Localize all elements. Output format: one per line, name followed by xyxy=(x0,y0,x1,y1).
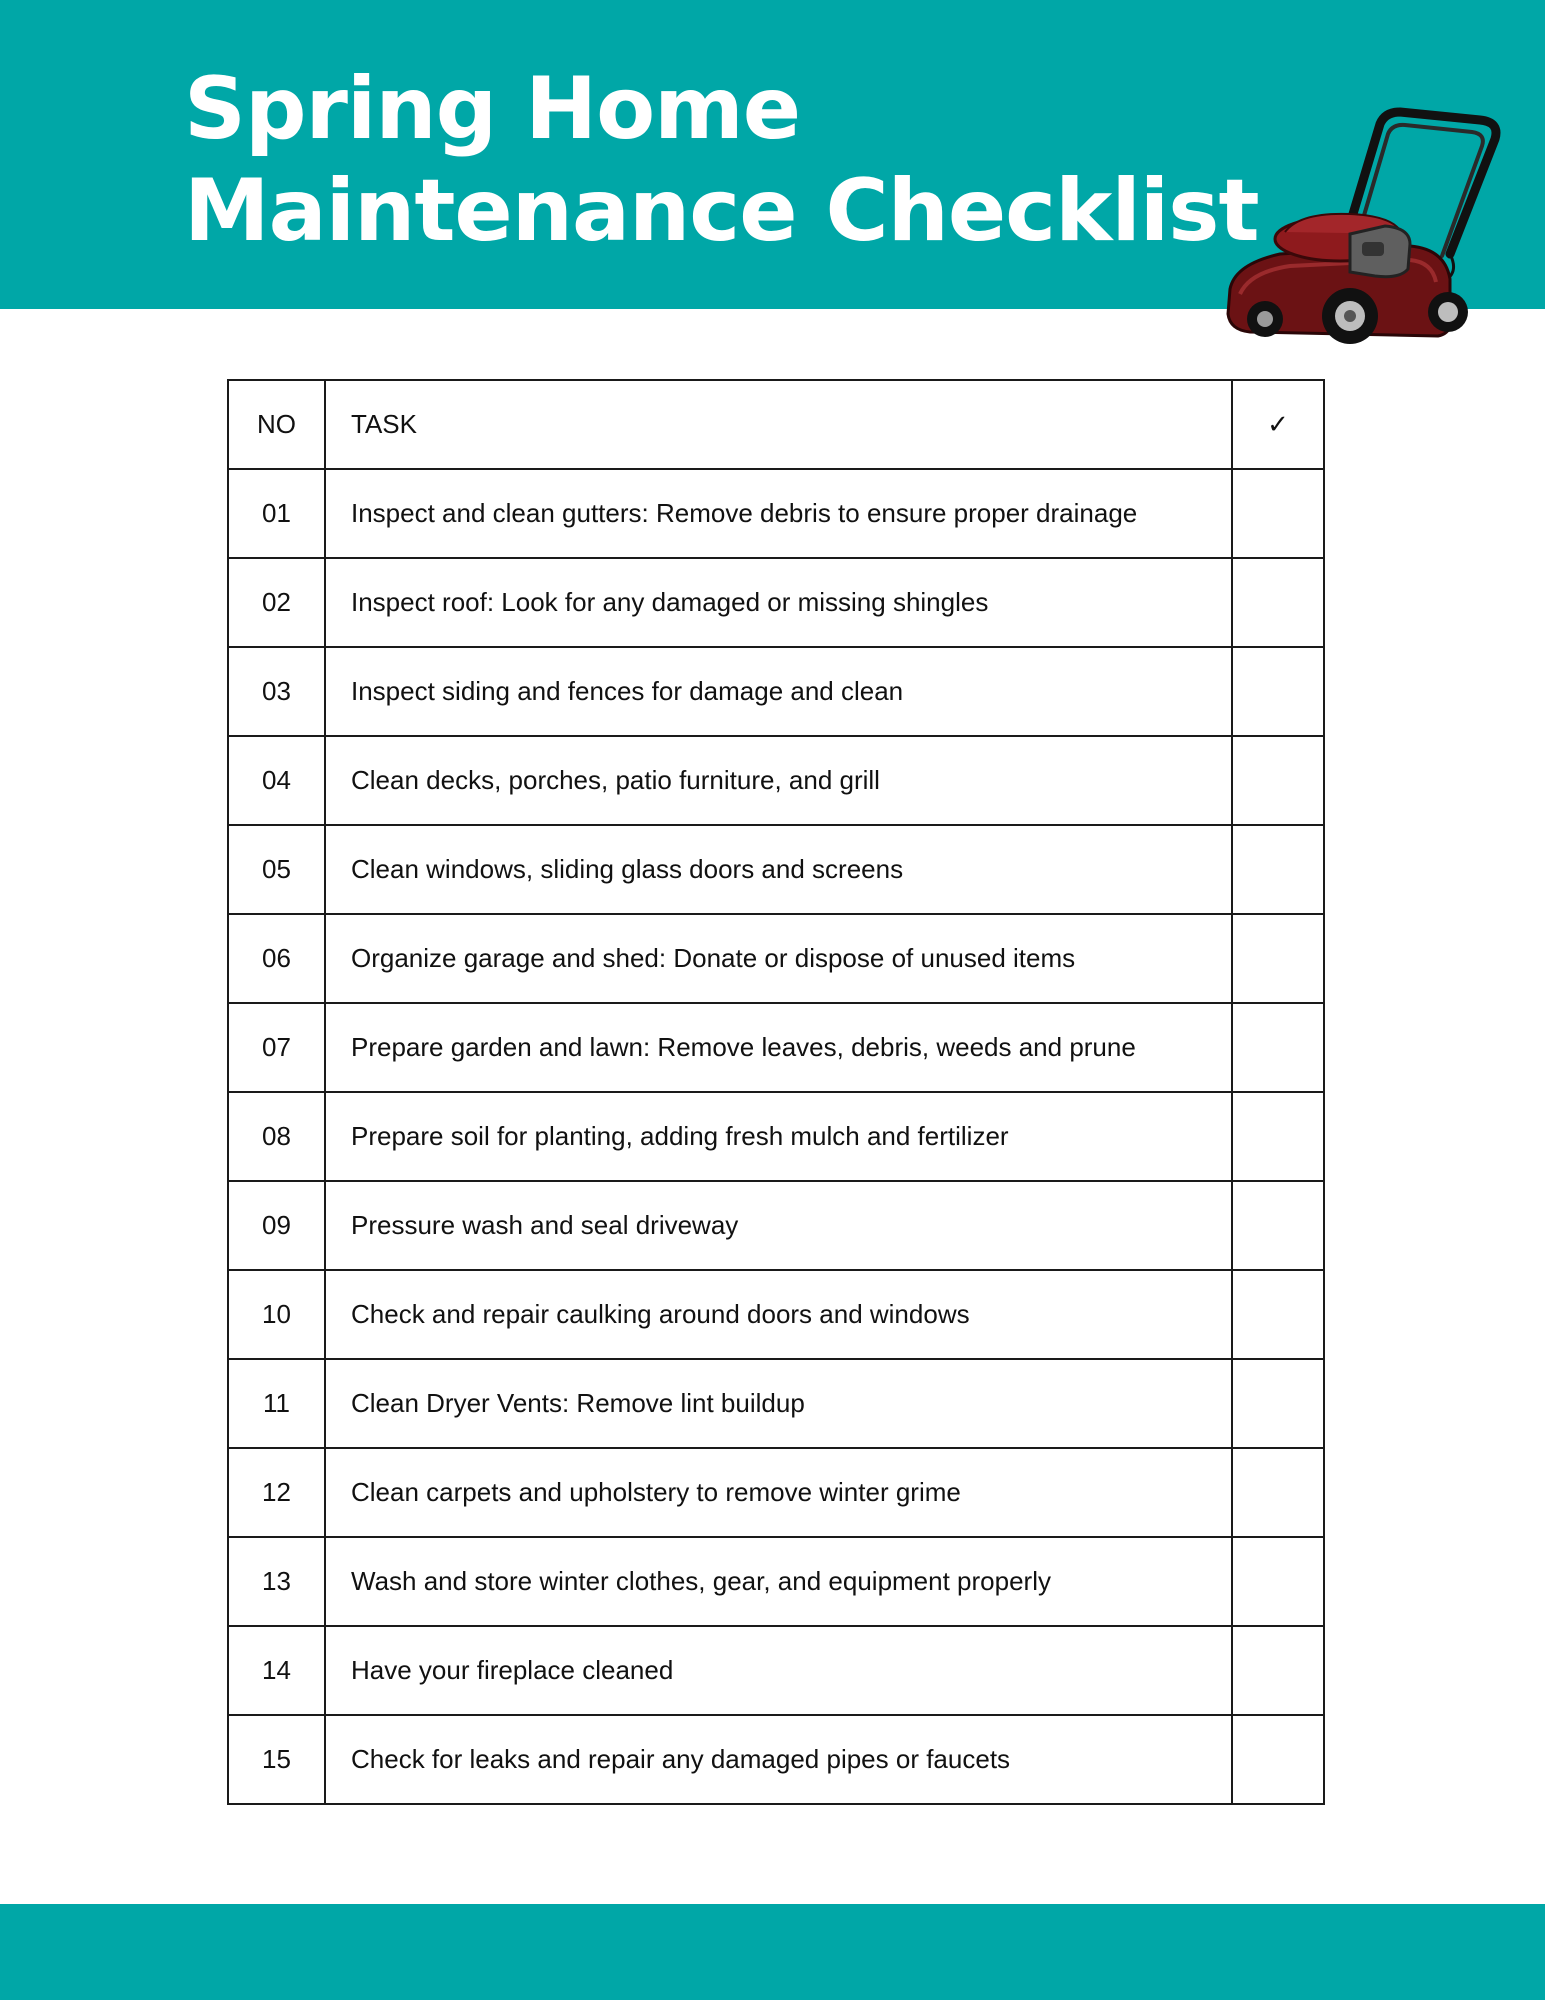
task-number: 12 xyxy=(228,1448,325,1537)
table-row xyxy=(228,1359,1324,1448)
task-description: Prepare soil for planting, adding fresh mulch and fertilizer xyxy=(325,1092,1232,1181)
table-row xyxy=(228,1448,1324,1537)
task-description: Have your fireplace cleaned xyxy=(325,1626,1232,1715)
table-row xyxy=(228,914,1324,1003)
table-row xyxy=(228,736,1324,825)
task-number: 09 xyxy=(228,1181,325,1270)
task-description: Inspect roof: Look for any damaged or missing shingles xyxy=(325,558,1232,647)
table-row xyxy=(228,1092,1324,1181)
task-description: Inspect and clean gutters: Remove debris to ensure proper drainage xyxy=(325,469,1232,558)
checklist-table xyxy=(227,379,1325,1805)
column-header-task: TASK xyxy=(325,380,1232,469)
task-description: Clean decks, porches, patio furniture, and grill xyxy=(325,736,1232,825)
task-description: Wash and store winter clothes, gear, and equipment properly xyxy=(325,1537,1232,1626)
lawn-mower-icon xyxy=(1210,104,1510,349)
task-checkbox[interactable] xyxy=(1232,1181,1324,1270)
task-description: Organize garage and shed: Donate or dispose of unused items xyxy=(325,914,1232,1003)
task-checkbox[interactable] xyxy=(1232,1448,1324,1537)
task-checkbox[interactable] xyxy=(1232,1537,1324,1626)
task-number: 11 xyxy=(228,1359,325,1448)
table-row xyxy=(228,1270,1324,1359)
task-description: Clean carpets and upholstery to remove winter grime xyxy=(325,1448,1232,1537)
task-checkbox[interactable] xyxy=(1232,1003,1324,1092)
task-number: 05 xyxy=(228,825,325,914)
task-number: 14 xyxy=(228,1626,325,1715)
task-checkbox[interactable] xyxy=(1232,1270,1324,1359)
task-description: Inspect siding and fences for damage and clean xyxy=(325,647,1232,736)
task-number: 06 xyxy=(228,914,325,1003)
task-checkbox[interactable] xyxy=(1232,469,1324,558)
task-description: Clean windows, sliding glass doors and screens xyxy=(325,825,1232,914)
page-title xyxy=(184,58,1259,262)
task-number: 04 xyxy=(228,736,325,825)
page-title-line-2: Maintenance Checklist xyxy=(184,161,1259,261)
table-row xyxy=(228,1537,1324,1626)
table-row xyxy=(228,1181,1324,1270)
task-number: 03 xyxy=(228,647,325,736)
page-title-line-1: Spring Home xyxy=(184,59,801,159)
table-row xyxy=(228,558,1324,647)
table-row xyxy=(228,469,1324,558)
task-checkbox[interactable] xyxy=(1232,825,1324,914)
task-number: 07 xyxy=(228,1003,325,1092)
column-header-no: NO xyxy=(228,380,325,469)
task-number: 10 xyxy=(228,1270,325,1359)
column-header-check: ✓ xyxy=(1232,380,1324,469)
task-checkbox[interactable] xyxy=(1232,1626,1324,1715)
footer-band xyxy=(0,1904,1545,2000)
task-number: 08 xyxy=(228,1092,325,1181)
task-number: 13 xyxy=(228,1537,325,1626)
table-row xyxy=(228,1715,1324,1804)
task-description: Pressure wash and seal driveway xyxy=(325,1181,1232,1270)
table-header-row xyxy=(228,380,1324,469)
task-checkbox[interactable] xyxy=(1232,736,1324,825)
table-row xyxy=(228,825,1324,914)
table-row xyxy=(228,647,1324,736)
task-checkbox[interactable] xyxy=(1232,1092,1324,1181)
task-description: Check and repair caulking around doors and windows xyxy=(325,1270,1232,1359)
task-description: Prepare garden and lawn: Remove leaves, debris, weeds and prune xyxy=(325,1003,1232,1092)
task-checkbox[interactable] xyxy=(1232,1359,1324,1448)
task-number: 15 xyxy=(228,1715,325,1804)
task-checkbox[interactable] xyxy=(1232,1715,1324,1804)
task-checkbox[interactable] xyxy=(1232,558,1324,647)
task-description: Check for leaks and repair any damaged pipes or faucets xyxy=(325,1715,1232,1804)
task-description: Clean Dryer Vents: Remove lint buildup xyxy=(325,1359,1232,1448)
task-number: 01 xyxy=(228,469,325,558)
task-number: 02 xyxy=(228,558,325,647)
table-row xyxy=(228,1626,1324,1715)
table-row xyxy=(228,1003,1324,1092)
task-checkbox[interactable] xyxy=(1232,914,1324,1003)
task-checkbox[interactable] xyxy=(1232,647,1324,736)
